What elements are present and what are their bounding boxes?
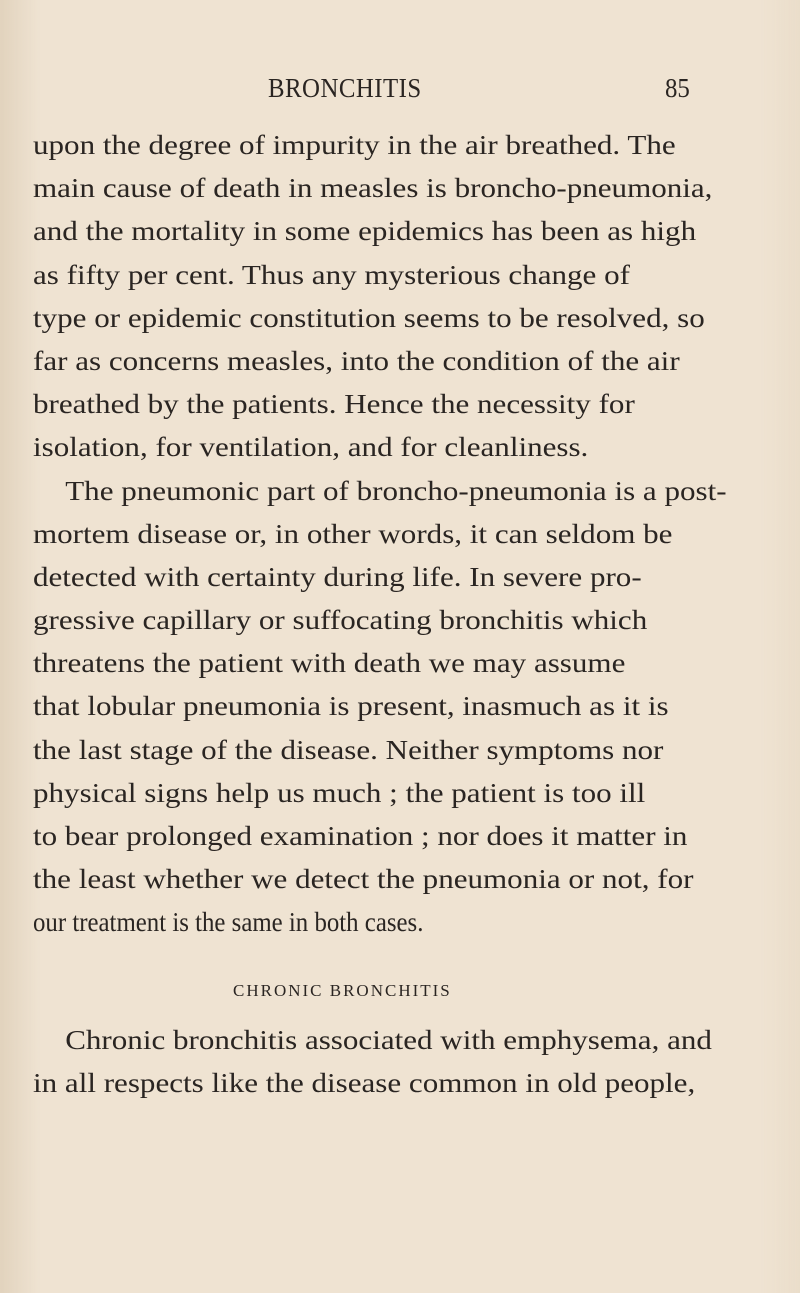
body-text xyxy=(33,124,785,1105)
running-head xyxy=(0,73,800,113)
running-title: BRONCHITIS xyxy=(268,73,422,103)
page-number: 85 xyxy=(665,73,690,103)
text-line: in all respects like the disease common in old people, xyxy=(33,1067,696,1098)
text-line: to bear prolonged examination ; nor does it matter in xyxy=(33,821,688,851)
text-line: far as concerns measles, into the condition of the air xyxy=(33,345,680,376)
paragraph-1 xyxy=(33,124,785,470)
text-line: mortem disease or, in other words, it can seldom be xyxy=(33,518,673,549)
text-line: as fifty per cent. Thus any mysterious change of xyxy=(33,259,630,290)
text-line: that lobular pneumonia is present, inasmuch as it is xyxy=(33,691,669,722)
text-line: upon the degree of impurity in the air breathed. The xyxy=(33,130,676,160)
text-line: threatens the patient with death we may assume xyxy=(33,648,626,679)
text-line: The pneumonic part of broncho-pneumonia is a post- xyxy=(65,475,727,506)
text-line: type or epidemic constitution seems to be resolved, so xyxy=(33,302,705,333)
text-line: and the mortality in some epidemics has been as high xyxy=(33,216,697,247)
section-heading: CHRONIC BRONCHITIS xyxy=(233,980,452,1000)
paragraph-3 xyxy=(33,1019,785,1105)
text-line: detected with certainty during life. In severe pro- xyxy=(33,561,642,592)
text-line: the last stage of the disease. Neither symptoms nor xyxy=(33,734,664,765)
text-line: gressive capillary or suffocating bronchitis which xyxy=(33,605,648,636)
text-line: main cause of death in measles is broncho-pneumonia, xyxy=(33,173,713,204)
text-line: isolation, for ventilation, and for cleanliness. xyxy=(33,432,589,463)
text-line: the least whether we detect the pneumonia or not, for xyxy=(33,864,694,895)
paragraph-2 xyxy=(33,470,785,945)
text-line: physical signs help us much ; the patient is too ill xyxy=(33,777,646,808)
text-line: breathed by the patients. Hence the necessity for xyxy=(33,389,635,420)
text-line: Chronic bronchitis associated with emphysema, and xyxy=(65,1024,712,1055)
text-line: our treatment is the same in both cases. xyxy=(33,907,424,938)
